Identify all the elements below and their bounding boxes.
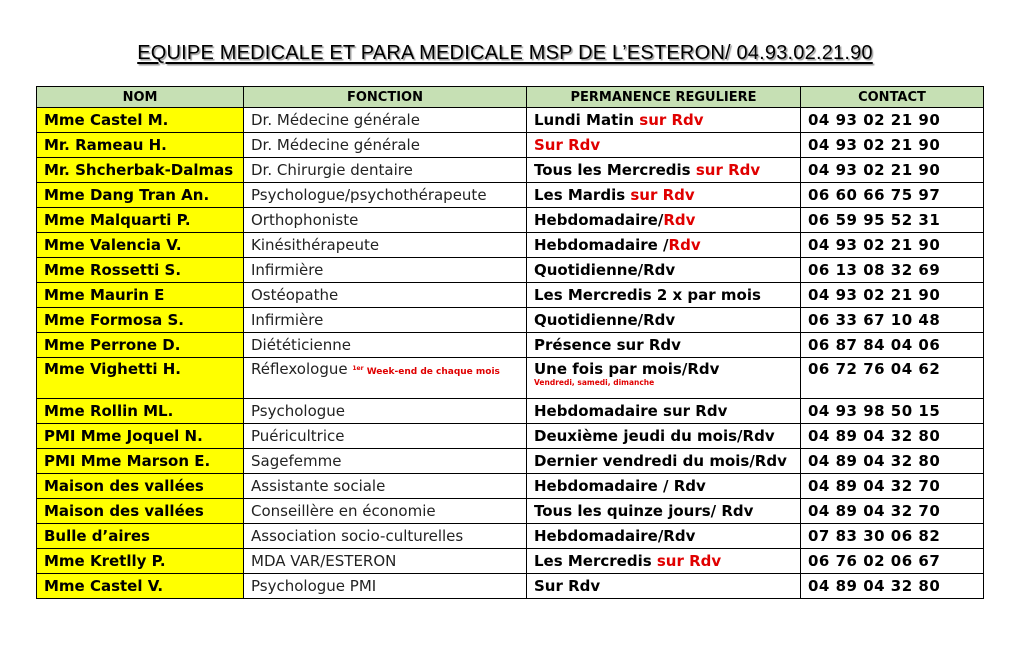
cell-nom: Maison des vallées	[37, 474, 244, 499]
table-row	[37, 283, 984, 308]
fonction-text: Kinésithérapeute	[251, 236, 380, 254]
cell-nom: Mme Castel V.	[37, 574, 244, 599]
permanence-text: Présence sur Rdv	[534, 336, 681, 354]
cell-fonction	[244, 133, 527, 158]
cell-contact: 06 13 08 32 69	[801, 258, 984, 283]
cell-nom: Mme Perrone D.	[37, 333, 244, 358]
permanence-text: Hebdomadaire /	[534, 236, 669, 254]
fonction-text: Réflexologue	[251, 360, 353, 378]
cell-permanence	[527, 258, 801, 283]
permanence-text: Les Mercredis 2 x par mois	[534, 286, 761, 304]
cell-fonction	[244, 183, 527, 208]
cell-permanence	[527, 233, 801, 258]
table-row	[37, 108, 984, 133]
cell-nom: Mme Maurin E	[37, 283, 244, 308]
cell-permanence	[527, 399, 801, 424]
table-row	[37, 524, 984, 549]
cell-permanence	[527, 108, 801, 133]
permanence-note: Vendredi, samedi, dimanche	[534, 378, 655, 387]
cell-permanence	[527, 158, 801, 183]
table-row	[37, 133, 984, 158]
table-row	[37, 399, 984, 424]
table-row	[37, 183, 984, 208]
fonction-text: Infirmière	[251, 311, 324, 329]
fonction-text: Psychologue/psychothérapeute	[251, 186, 487, 204]
table-row	[37, 233, 984, 258]
cell-nom: Mme Vighetti H.	[37, 358, 244, 399]
permanence-text: Une fois par mois/Rdv	[534, 360, 720, 378]
cell-contact: 06 59 95 52 31	[801, 208, 984, 233]
permanence-text: Hebdomadaire/Rdv	[534, 527, 696, 545]
permanence-text: Quotidienne/Rdv	[534, 311, 676, 329]
cell-contact: 06 60 66 75 97	[801, 183, 984, 208]
fonction-text: Psychologue	[251, 402, 346, 420]
cell-nom: Bulle d’aires	[37, 524, 244, 549]
cell-contact: 06 76 02 06 67	[801, 549, 984, 574]
table-row	[37, 358, 984, 399]
cell-permanence	[527, 208, 801, 233]
cell-contact: 07 83 30 06 82	[801, 524, 984, 549]
header-fonction: FONCTION	[244, 87, 527, 108]
header-contact: CONTACT	[801, 87, 984, 108]
cell-nom: PMI Mme Marson E.	[37, 449, 244, 474]
fonction-note-sup: 1er	[352, 365, 364, 372]
permanence-rdv: Sur Rdv	[534, 136, 601, 154]
cell-permanence	[527, 358, 801, 399]
cell-nom: Mme Kretlly P.	[37, 549, 244, 574]
permanence-text: Tous les quinze jours/ Rdv	[534, 502, 754, 520]
permanence-rdv: sur Rdv	[656, 552, 722, 570]
cell-fonction	[244, 283, 527, 308]
fonction-text: Sagefemme	[251, 452, 342, 470]
permanence-rdv: sur Rdv	[695, 161, 761, 179]
table-row	[37, 208, 984, 233]
permanence-text: Les Mercredis	[534, 552, 657, 570]
header-nom: NOM	[37, 87, 244, 108]
cell-contact: 04 93 02 21 90	[801, 283, 984, 308]
permanence-rdv: sur Rdv	[639, 111, 704, 129]
cell-fonction	[244, 208, 527, 233]
cell-permanence	[527, 183, 801, 208]
permanence-text: Les Mardis	[534, 186, 631, 204]
cell-permanence	[527, 524, 801, 549]
cell-fonction	[244, 308, 527, 333]
table-row	[37, 474, 984, 499]
cell-nom: PMI Mme Joquel N.	[37, 424, 244, 449]
table-row	[37, 449, 984, 474]
cell-fonction	[244, 424, 527, 449]
cell-contact: 04 93 02 21 90	[801, 108, 984, 133]
fonction-text: Dr. Médecine générale	[251, 111, 420, 129]
cell-permanence	[527, 499, 801, 524]
permanence-text: Lundi Matin	[534, 111, 640, 129]
fonction-text: Orthophoniste	[251, 211, 359, 229]
cell-contact: 04 89 04 32 80	[801, 574, 984, 599]
cell-permanence	[527, 549, 801, 574]
table-row	[37, 499, 984, 524]
cell-permanence	[527, 333, 801, 358]
cell-permanence	[527, 449, 801, 474]
fonction-text: Dr. Médecine générale	[251, 136, 420, 154]
table-row	[37, 308, 984, 333]
cell-permanence	[527, 474, 801, 499]
cell-fonction	[244, 233, 527, 258]
table-row	[37, 574, 984, 599]
cell-permanence	[527, 574, 801, 599]
cell-fonction	[244, 499, 527, 524]
cell-contact: 04 89 04 32 80	[801, 449, 984, 474]
cell-nom: Mme Rossetti S.	[37, 258, 244, 283]
permanence-rdv: Rdv	[663, 211, 696, 229]
cell-contact: 06 87 84 04 06	[801, 333, 984, 358]
cell-fonction	[244, 333, 527, 358]
cell-nom: Mme Valencia V.	[37, 233, 244, 258]
cell-fonction	[244, 108, 527, 133]
fonction-text: Conseillère en économie	[251, 502, 436, 520]
cell-fonction	[244, 449, 527, 474]
fonction-text: Ostéopathe	[251, 286, 339, 304]
cell-contact: 06 33 67 10 48	[801, 308, 984, 333]
permanence-text: Sur Rdv	[534, 577, 601, 595]
cell-nom: Mme Malquarti P.	[37, 208, 244, 233]
permanence-text: Hebdomadaire sur Rdv	[534, 402, 728, 420]
fonction-note	[352, 367, 500, 377]
cell-permanence	[527, 424, 801, 449]
team-table	[36, 86, 984, 599]
permanence-rdv: sur Rdv	[630, 186, 695, 204]
permanence-text: Dernier vendredi du mois/Rdv	[534, 452, 787, 470]
permanence-rdv: Rdv	[668, 236, 701, 254]
cell-nom: Mr. Shcherbak-Dalmas	[37, 158, 244, 183]
cell-contact: 04 93 02 21 90	[801, 133, 984, 158]
cell-permanence	[527, 283, 801, 308]
cell-fonction	[244, 549, 527, 574]
cell-fonction	[244, 258, 527, 283]
permanence-text: Deuxième jeudi du mois/Rdv	[534, 427, 775, 445]
table-row	[37, 424, 984, 449]
cell-nom: Mme Formosa S.	[37, 308, 244, 333]
cell-fonction	[244, 358, 527, 399]
cell-fonction	[244, 474, 527, 499]
cell-permanence	[527, 308, 801, 333]
fonction-note-text: Week-end de chaque mois	[363, 367, 500, 377]
cell-nom: Mme Dang Tran An.	[37, 183, 244, 208]
fonction-text: MDA VAR/ESTERON	[251, 552, 397, 570]
table-header-row	[37, 87, 984, 108]
table-row	[37, 549, 984, 574]
fonction-text: Association socio-culturelles	[251, 527, 464, 545]
permanence-text: Quotidienne/Rdv	[534, 261, 676, 279]
cell-contact: 04 89 04 32 70	[801, 474, 984, 499]
table-row	[37, 258, 984, 283]
cell-nom: Mme Castel M.	[37, 108, 244, 133]
cell-nom: Mr. Rameau H.	[37, 133, 244, 158]
fonction-text: Diététicienne	[251, 336, 351, 354]
cell-contact: 04 93 02 21 90	[801, 158, 984, 183]
fonction-text: Dr. Chirurgie dentaire	[251, 161, 413, 179]
cell-fonction	[244, 524, 527, 549]
cell-nom: Mme Rollin ML.	[37, 399, 244, 424]
table-row	[37, 158, 984, 183]
fonction-text: Puéricultrice	[251, 427, 345, 445]
cell-fonction	[244, 574, 527, 599]
cell-nom: Maison des vallées	[37, 499, 244, 524]
cell-contact: 04 93 98 50 15	[801, 399, 984, 424]
cell-contact: 04 93 02 21 90	[801, 233, 984, 258]
page-title	[0, 42, 1010, 65]
permanence-text: Tous les Mercredis	[534, 161, 696, 179]
fonction-text: Infirmière	[251, 261, 324, 279]
permanence-text: Hebdomadaire/	[534, 211, 664, 229]
cell-contact: 04 89 04 32 70	[801, 499, 984, 524]
page-title-text: EQUIPE MEDICALE ET PARA MEDICALE MSP DE L’ESTERON/ 04.93.02.21.90	[137, 42, 873, 64]
cell-contact: 04 89 04 32 80	[801, 424, 984, 449]
cell-contact: 06 72 76 04 62	[801, 358, 984, 399]
table-row	[37, 333, 984, 358]
fonction-text: Psychologue PMI	[251, 577, 377, 595]
fonction-text: Assistante sociale	[251, 477, 386, 495]
permanence-text: Hebdomadaire / Rdv	[534, 477, 706, 495]
header-permanence: PERMANENCE REGULIERE	[527, 87, 801, 108]
cell-fonction	[244, 158, 527, 183]
cell-fonction	[244, 399, 527, 424]
cell-permanence	[527, 133, 801, 158]
